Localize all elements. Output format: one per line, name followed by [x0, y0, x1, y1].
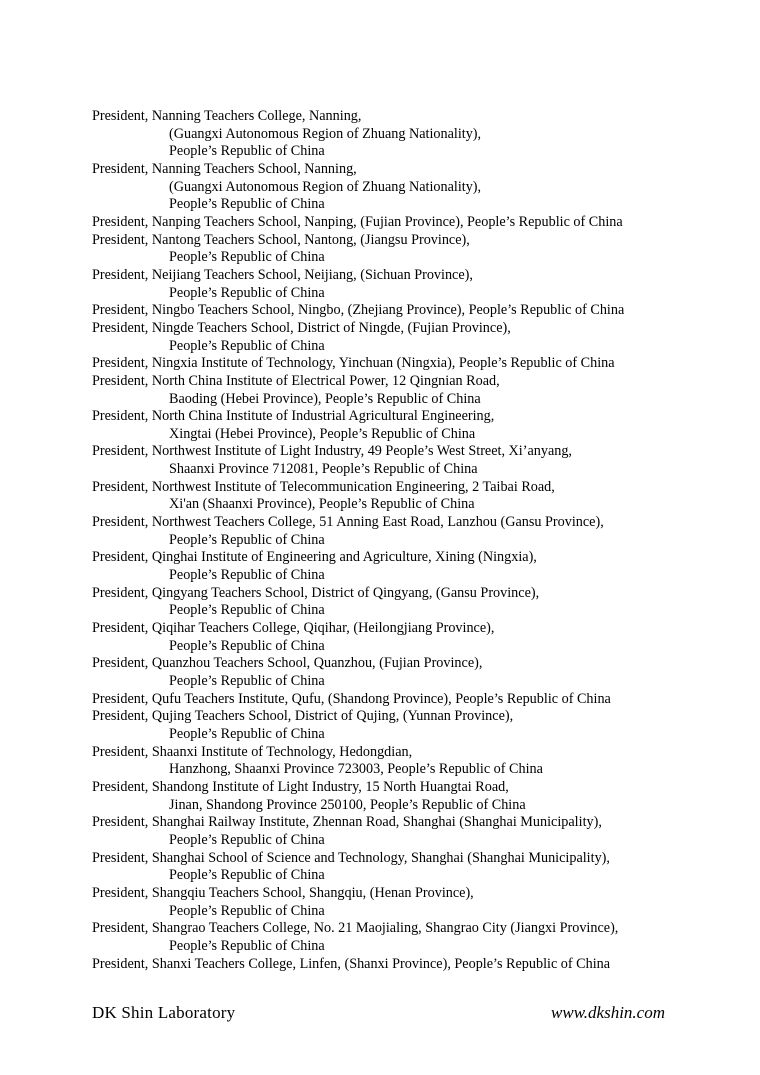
entry-item	[92, 814, 712, 849]
entry-first-line: President, Qingyang Teachers School, District of Qingyang, (Gansu Province),	[92, 584, 540, 601]
entry-continuation-line: People’s Republic of China	[169, 867, 325, 884]
entry-continuation-line: People’s Republic of China	[169, 249, 325, 266]
entry-first-line: President, Ningde Teachers School, District of Ningde, (Fujian Province),	[92, 319, 511, 336]
entry-continuation-line: People’s Republic of China	[169, 902, 325, 919]
entry-item	[92, 514, 712, 549]
entry-continuation-line: People’s Republic of China	[169, 725, 325, 742]
entry-first-line: President, Shangrao Teachers College, No. 21 Maojialing, Shangrao City (Jiangxi Province),	[92, 920, 619, 937]
entry-continuation-line: People’s Republic of China	[169, 531, 325, 548]
entry-first-line: President, Shanghai School of Science and Technology, Shanghai (Shanghai Municipality),	[92, 849, 610, 866]
entry-first-line: President, North China Institute of Industrial Agricultural Engineering,	[92, 408, 495, 425]
entry-first-line: President, Northwest Institute of Light Industry, 49 People’s West Street, Xi’anyang,	[92, 443, 572, 460]
entry-first-line: President, Nantong Teachers School, Nantong, (Jiangsu Province),	[92, 231, 470, 248]
entry-item	[92, 585, 712, 620]
entry-continuation-line: People’s Republic of China	[169, 937, 325, 954]
entry-first-line: President, Ningxia Institute of Technology, Yinchuan (Ningxia), People’s Republic of China	[92, 355, 615, 372]
entry-continuation-line: Shaanxi Province 712081, People’s Republic of China	[169, 461, 478, 478]
entry-first-line: President, Shanghai Railway Institute, Zhennan Road, Shanghai (Shanghai Municipality),	[92, 814, 602, 831]
entry-continuation-line: Jinan, Shandong Province 250100, People’s Republic of China	[169, 796, 526, 813]
entry-first-line: President, Nanping Teachers School, Nanping, (Fujian Province), People’s Republic of China	[92, 213, 623, 230]
entry-continuation-line: People’s Republic of China	[169, 602, 325, 619]
entry-first-line: President, Qiqihar Teachers College, Qiqihar, (Heilongjiang Province),	[92, 620, 495, 637]
entry-continuation-line: (Guangxi Autonomous Region of Zhuang Nationality),	[169, 178, 482, 195]
footer-lab-name: DK Shin Laboratory	[92, 1003, 236, 1022]
entry-continuation-line: People’s Republic of China	[169, 196, 325, 213]
entry-item	[92, 744, 712, 779]
entry-first-line: President, Shanxi Teachers College, Linfen, (Shanxi Province), People’s Republic of China	[92, 955, 611, 972]
entry-continuation-line: People’s Republic of China	[169, 673, 325, 689]
entry-continuation-line: Baoding (Hebei Province), People’s Republic of China	[169, 390, 481, 407]
entry-item	[92, 320, 712, 355]
entry-item	[92, 161, 712, 214]
entry-first-line: President, Shandong Institute of Light Industry, 15 North Huangtai Road,	[92, 778, 509, 795]
entry-item	[92, 779, 712, 814]
entry-first-line: President, North China Institute of Electrical Power, 12 Qingnian Road,	[92, 372, 500, 389]
entry-continuation-line: Xingtai (Hebei Province), People’s Republic of China	[169, 425, 476, 442]
entry-item	[92, 479, 712, 514]
entry-first-line: President, Shaanxi Institute of Technology, Hedongdian,	[92, 743, 413, 760]
entry-first-line: President, Quanzhou Teachers School, Quanzhou, (Fujian Province),	[92, 655, 483, 672]
entry-first-line: President, Nanning Teachers School, Nanning,	[92, 160, 357, 177]
entry-continuation-line: People’s Republic of China	[169, 337, 325, 354]
entry-list	[92, 108, 712, 973]
entry-item	[92, 302, 712, 320]
entry-continuation-line: Hanzhong, Shaanxi Province 723003, People’s Republic of China	[169, 761, 543, 778]
entry-item	[92, 108, 712, 161]
entry-first-line: President, Qinghai Institute of Engineering and Agriculture, Xining (Ningxia),	[92, 549, 537, 566]
entry-continuation-line: People’s Republic of China	[169, 831, 325, 848]
entry-continuation-line: People’s Republic of China	[169, 637, 325, 654]
entry-item	[92, 850, 712, 885]
entry-item	[92, 373, 712, 408]
entry-first-line: President, Qujing Teachers School, District of Qujing, (Yunnan Province),	[92, 708, 514, 725]
entry-item	[92, 214, 712, 232]
entry-first-line: President, Ningbo Teachers School, Ningbo, (Zhejiang Province), People’s Republic of China	[92, 302, 625, 319]
entry-item	[92, 232, 712, 267]
entry-continuation-line: People’s Republic of China	[169, 143, 325, 160]
entry-item	[92, 956, 712, 974]
entry-continuation-line: People’s Republic of China	[169, 567, 325, 584]
entry-first-line: President, Northwest Teachers College, 51 Anning East Road, Lanzhou (Gansu Province),	[92, 514, 604, 531]
footer-website: www.dkshin.com	[551, 1003, 665, 1022]
entry-item	[92, 443, 712, 478]
entry-first-line: President, Nanning Teachers College, Nanning,	[92, 108, 362, 124]
entry-item	[92, 920, 712, 955]
entry-item	[92, 267, 712, 302]
entry-item	[92, 708, 712, 743]
entry-item	[92, 655, 712, 690]
entry-first-line: President, Shangqiu Teachers School, Shangqiu, (Henan Province),	[92, 884, 474, 901]
entry-item	[92, 620, 712, 655]
entry-continuation-line: Xi'an (Shaanxi Province), People’s Republic of China	[169, 496, 475, 513]
entry-item	[92, 408, 712, 443]
entry-item	[92, 355, 712, 373]
entry-first-line: President, Neijiang Teachers School, Neijiang, (Sichuan Province),	[92, 266, 473, 283]
entry-item	[92, 549, 712, 584]
entry-first-line: President, Northwest Institute of Telecommunication Engineering, 2 Taibai Road,	[92, 478, 555, 495]
entry-first-line: President, Qufu Teachers Institute, Qufu, (Shandong Province), People’s Republic of China	[92, 690, 611, 707]
entry-item	[92, 885, 712, 920]
entry-continuation-line: People’s Republic of China	[169, 284, 325, 301]
entry-continuation-line: (Guangxi Autonomous Region of Zhuang Nationality),	[169, 125, 482, 142]
entry-item	[92, 691, 712, 709]
